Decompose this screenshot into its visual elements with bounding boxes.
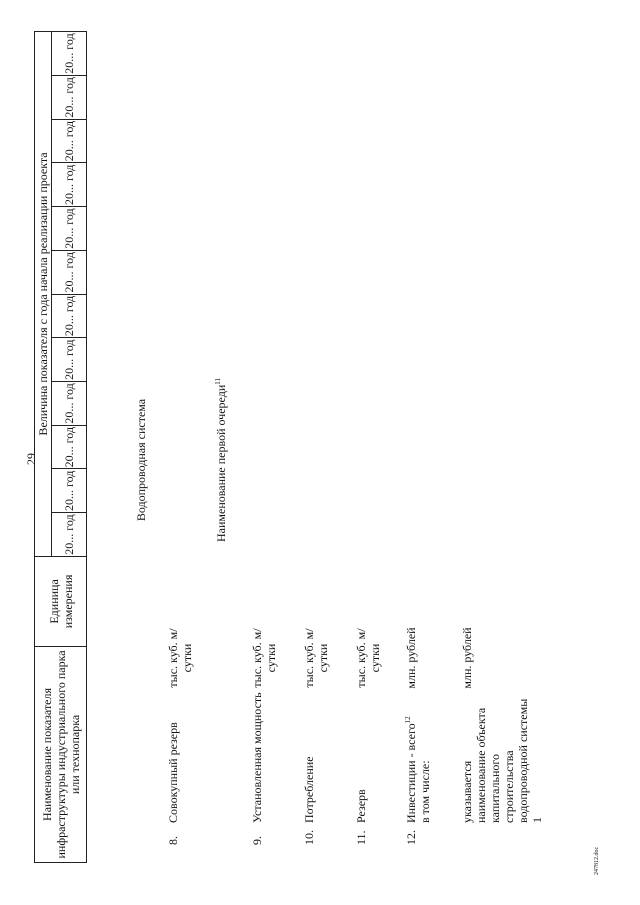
row-unit: тыс. куб. м/ сутки: [166, 628, 194, 688]
header-unit: Единица измерения: [35, 556, 87, 646]
row-unit: млн. рублей: [460, 627, 474, 689]
row-unit: тыс. куб. м/ сутки: [354, 628, 382, 688]
row-number: 10.: [302, 830, 316, 845]
row-number: 8.: [166, 836, 180, 845]
row-number: 12.: [404, 830, 418, 845]
header-year: 20... год: [52, 207, 87, 251]
header-value-group: Величина показателя с года начала реализации проекта: [35, 32, 52, 557]
section-first-stage: [214, 295, 229, 625]
section-water-system: Водопроводная система: [134, 398, 148, 522]
header-year: 20... год: [52, 119, 87, 163]
row-name: Установленная мощность: [250, 692, 264, 823]
header-year: 20... год: [52, 338, 87, 382]
header-year: 20... год: [52, 163, 87, 207]
table-header: [34, 31, 87, 863]
row-name-text: Инвестиции - всего: [404, 723, 418, 823]
header-year: 20... год: [52, 469, 87, 513]
document-id: 247812.doc: [594, 846, 600, 875]
row-unit: тыс. куб. м/ сутки: [250, 628, 278, 688]
header-year: 20... год: [52, 425, 87, 469]
footnote-marker: 12: [404, 716, 412, 724]
row-name: Резерв: [354, 789, 368, 823]
page-number: 29: [24, 453, 38, 465]
section-first-stage-label: Наименование первой очереди: [214, 384, 228, 543]
header-year: 20... год: [52, 382, 87, 426]
header-year: 20... год: [52, 76, 87, 120]
header-year: 20... год: [52, 32, 87, 76]
row-unit: тыс. куб. м/ сутки: [302, 628, 330, 688]
row-name-subtext: в том числе:: [418, 760, 432, 823]
header-year: 20... год: [52, 250, 87, 294]
row-name: Потребление: [302, 756, 316, 823]
row-unit: млн. рублей: [404, 627, 418, 689]
row-name: указывается наименование объекта капитального строительства водопроводной системы 1: [460, 698, 544, 823]
header-year: 20... год: [52, 513, 87, 557]
row-number: 11.: [354, 830, 368, 845]
header-year: 20... год: [52, 294, 87, 338]
header-indicator-name: Наименование показателя инфраструктуры индустриального парка или технопарка: [35, 646, 87, 862]
footnote-marker: 11: [214, 378, 222, 385]
row-number: 9.: [250, 836, 264, 845]
row-name: Совокупный резерв: [166, 722, 180, 823]
